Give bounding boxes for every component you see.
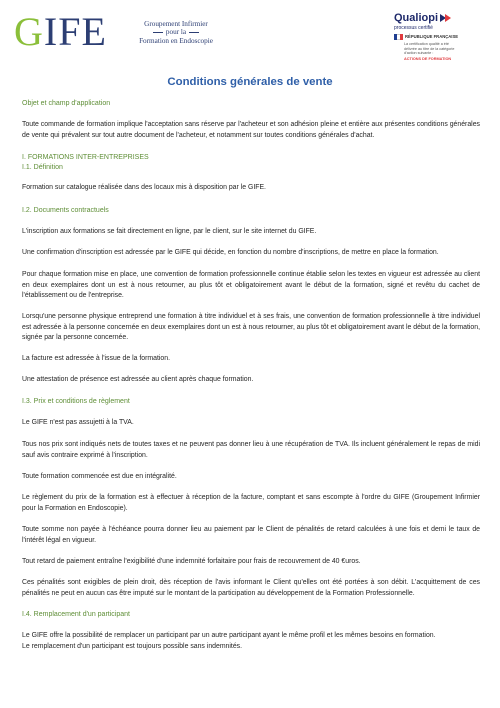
subsection-heading-remplacement: I.4. Remplacement d'un participant [22, 611, 130, 618]
qualiopi-badge [394, 12, 494, 62]
paragraph-documents-6: Une attestation de présence est adressée au client après chaque formation. [22, 376, 254, 383]
org-line-1: Groupement Infirmier [144, 20, 208, 28]
paragraph-prix-2: Tous nos prix sont indiqués nets de toutes taxes et ne peuvent pas donner lieu à une récupération de TVA. Ils incluent généralement le repas de midi sauf avis contraire exprimé à l'inscription. [22, 441, 480, 459]
paragraph-definition: Formation sur catalogue réalisée dans des locaux mis à disposition par le GIFE. [22, 184, 266, 191]
section-heading-objet: Objet et champ d'application [22, 100, 111, 107]
certification-note: La certification qualité a été délivrée au titre de la catégorie d'action suivante : [404, 42, 455, 56]
paragraph-remplacement-1: Le GIFE offre la possibilité de remplacer un participant par un autre participant ayant le même profil et les mêmes besoins en formation. [22, 632, 436, 639]
qualiopi-arrows-icon [441, 14, 451, 22]
paragraph-documents-2: Une confirmation d'inscription est adressée par le GIFE qui décide, en fonction du nombre d'inscriptions, de mettre en place la formation. [22, 249, 439, 256]
paragraph-objet: Toute commande de formation implique l'acceptation sans réserve par l'acheteur et son adhésion pleine et entière aux présentes conditions générales de vente qui prévalent sur tout autre document de l'acheteur, et notamment sur toutes conditions générales d'achat. [22, 121, 480, 139]
paragraph-prix-4: Le règlement du prix de la formation est à effectuer à réception de la facture, comptant et sans escompte à l'ordre du GIFE (Groupement Infirmier pour la Formation en Endoscopie). [22, 494, 480, 512]
paragraph-documents-3: Pour chaque formation mise en place, une convention de formation professionnelle continue établie selon les textes en vigueur est adressée au client en deux exemplaires dont un est à nous retourner, au plus tôt et obligatoirement avant le début de la formation, signé et revêtu du cachet de l'établissement ou de l'entreprise. [22, 271, 480, 299]
subsection-heading-documents: I.2. Documents contractuels [22, 207, 109, 214]
french-flag-icon [394, 34, 403, 40]
subsection-heading-prix: I.3. Prix et conditions de règlement [22, 398, 130, 405]
org-line-2: pour la [117, 28, 235, 36]
qualiopi-name: Qualiopi [394, 12, 438, 24]
qualiopi-subtitle: processus certifié [394, 25, 433, 31]
gife-logo [14, 9, 107, 54]
paragraph-prix-7: Ces pénalités sont exigibles de plein droit, dès réception de l'avis informant le Client qu'elles ont été portées à son débit. L'acquittement de ces pénalités ne peut en aucun cas être imputé sur le montant de la participation au développement de la Formation Professionnelle. [22, 579, 480, 597]
section-heading-formations: I. FORMATIONS INTER-ENTREPRISES [22, 154, 149, 161]
page-title: Conditions générales de vente [167, 76, 333, 88]
logo-letter-g: G [14, 9, 44, 54]
paragraph-prix-3: Toute formation commencée est due en intégralité. [22, 473, 177, 480]
org-line-3: Formation en Endoscopie [139, 36, 213, 45]
paragraph-prix-6: Tout retard de paiement entraîne l'exigibilité d'une indemnité forfaitaire pour frais de recouvrement de 40 €uros. [22, 558, 361, 565]
paragraph-documents-4: Lorsqu'une personne physique entreprend une formation à titre individuel et à ses frais, une convention de formation professionnelle à titre individuel est adressée à la personne concernée en deux exemplaires dont un est à nous retourner, au plus tôt et obligatoirement avant le début de la formation, signée par la personne concernée. [22, 313, 480, 341]
paragraph-documents-5: La facture est adressée à l'issue de la formation. [22, 355, 171, 362]
subsection-heading-definition: I.1. Définition [22, 164, 63, 171]
paragraph-documents-1: L'inscription aux formations se fait directement en ligne, par le client, sur le site internet du GIFE. [22, 228, 317, 235]
paragraph-remplacement-2: Le remplacement d'un participant est toujours possible sans indemnités. [22, 643, 243, 650]
paragraph-prix-5: Toute somme non payée à l'échéance pourra donner lieu au paiement par le Client de pénalités de retard calculées à une fois et demi le taux de l'intérêt légal en vigueur. [22, 526, 480, 544]
certification-action: ACTIONS DE FORMATION [404, 56, 452, 61]
organization-name [117, 20, 235, 45]
paragraph-prix-1: Le GIFE n'est pas assujetti à la TVA. [22, 419, 134, 426]
republique-label: RÉPUBLIQUE FRANÇAISE [405, 34, 459, 39]
logo-letters: IFE [43, 9, 107, 54]
